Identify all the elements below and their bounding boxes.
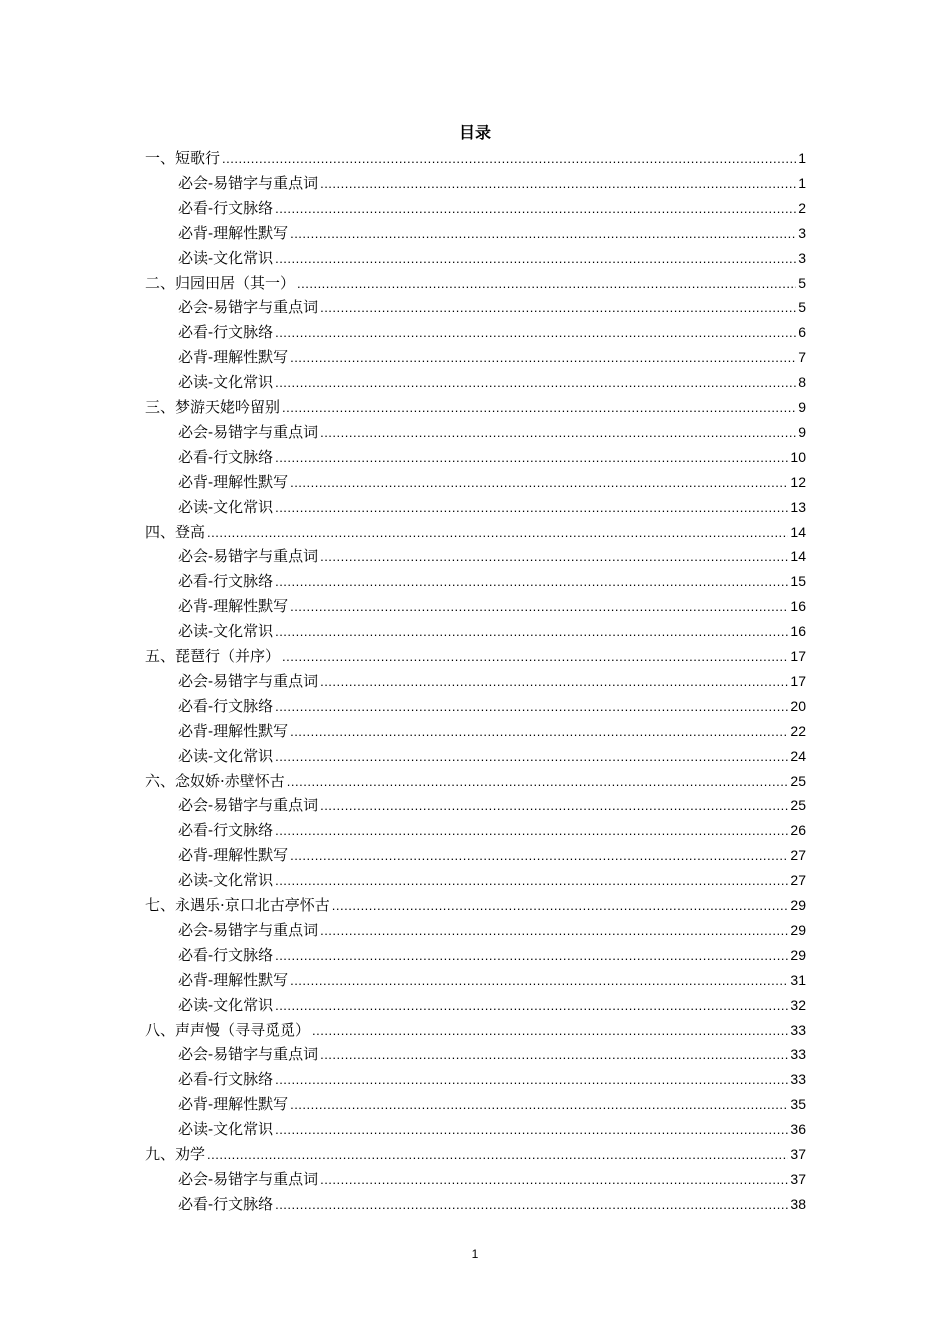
toc-section-entry[interactable] xyxy=(178,694,806,718)
toc-section-entry[interactable] xyxy=(178,495,806,519)
toc-section-entry[interactable] xyxy=(178,420,806,444)
toc-entry-label: 必背-理解性默写 xyxy=(178,597,289,616)
dot-leader xyxy=(275,994,788,1018)
toc-section-entry[interactable] xyxy=(178,619,806,643)
toc-entry-page-number: 12 xyxy=(790,473,806,490)
toc-entry-label: 必读-文化常识 xyxy=(178,995,274,1014)
toc-entry-page-number: 25 xyxy=(790,772,806,789)
toc-entry-label: 二、归园田居（其一） xyxy=(145,273,296,292)
toc-entry-page-number: 32 xyxy=(790,996,806,1013)
toc-section-entry[interactable] xyxy=(178,918,806,942)
toc-entry-page-number: 14 xyxy=(790,548,806,565)
toc-chapter-entry[interactable] xyxy=(145,1018,806,1042)
toc-entry-page-number: 37 xyxy=(790,1146,806,1162)
toc-section-entry[interactable] xyxy=(178,470,806,494)
toc-section-entry[interactable] xyxy=(178,1117,806,1141)
toc-entry-label: 必背-理解性默写 xyxy=(178,223,289,242)
toc-section-entry[interactable] xyxy=(178,943,806,967)
toc-entry-label: 必会-易错字与重点词 xyxy=(178,422,319,441)
toc-entry-page-number: 7 xyxy=(798,349,806,366)
dot-leader xyxy=(290,969,788,993)
toc-entry-label: 必会-易错字与重点词 xyxy=(178,298,319,317)
toc-entry-page-number: 3 xyxy=(798,249,806,266)
toc-section-entry[interactable] xyxy=(178,719,806,743)
toc-entry-label: 必看-行文脉络 xyxy=(178,1070,274,1089)
dot-leader xyxy=(320,172,796,196)
dot-leader xyxy=(275,745,788,769)
dot-leader xyxy=(320,545,788,569)
toc-entry-page-number: 22 xyxy=(790,722,806,739)
dot-leader xyxy=(275,944,788,968)
toc-chapter-entry[interactable] xyxy=(145,146,806,170)
dot-leader xyxy=(312,1019,788,1043)
toc-entry-label: 必读-文化常识 xyxy=(178,622,274,641)
toc-entry-page-number: 33 xyxy=(790,1071,806,1088)
toc-entry-label: 必读-文化常识 xyxy=(178,497,274,516)
toc-entry-label: 五、琵琶行（并序） xyxy=(145,647,281,665)
toc-section-entry[interactable] xyxy=(178,370,806,394)
toc-entry-label: 必背-理解性默写 xyxy=(178,472,289,491)
toc-entry-page-number: 16 xyxy=(790,623,806,640)
toc-entry-label: 六、念奴娇·赤壁怀古 xyxy=(145,771,285,790)
dot-leader xyxy=(275,1118,788,1142)
toc-entry-label: 必看-行文脉络 xyxy=(178,1194,274,1213)
toc-section-entry[interactable] xyxy=(178,1192,806,1216)
toc-entry-page-number: 35 xyxy=(790,1096,806,1113)
toc-entry-page-number: 8 xyxy=(798,374,806,391)
toc-section-entry[interactable] xyxy=(178,968,806,992)
toc-entry-page-number: 13 xyxy=(790,498,806,515)
toc-entry-label: 必看-行文脉络 xyxy=(178,198,274,217)
dot-leader xyxy=(332,894,789,918)
toc-chapter-entry[interactable] xyxy=(145,520,806,544)
toc-entry-label: 必读-文化常识 xyxy=(178,1120,274,1139)
toc-section-entry[interactable] xyxy=(178,843,806,867)
toc-section-entry[interactable] xyxy=(178,544,806,568)
toc-chapter-entry[interactable] xyxy=(145,395,806,419)
dot-leader xyxy=(275,247,796,271)
toc-section-entry[interactable] xyxy=(178,594,806,618)
toc-entry-page-number: 15 xyxy=(790,573,806,590)
toc-entry-page-number: 16 xyxy=(790,598,806,615)
toc-chapter-entry[interactable] xyxy=(145,769,806,793)
toc-entry-page-number: 27 xyxy=(790,872,806,889)
toc-chapter-entry[interactable] xyxy=(145,644,806,668)
toc-section-entry[interactable] xyxy=(178,445,806,469)
toc-section-entry[interactable] xyxy=(178,818,806,842)
toc-entry-page-number: 29 xyxy=(790,921,806,938)
toc-entry-label: 必会-易错字与重点词 xyxy=(178,1045,319,1064)
toc-section-entry[interactable] xyxy=(178,993,806,1017)
toc-section-entry[interactable] xyxy=(178,669,806,693)
dot-leader xyxy=(320,1043,788,1067)
toc-entry-label: 必会-易错字与重点词 xyxy=(178,671,319,690)
toc-entry-page-number: 27 xyxy=(790,847,806,864)
toc-entry-page-number: 1 xyxy=(798,174,806,191)
toc-section-entry[interactable] xyxy=(178,868,806,892)
toc-entry-label: 必背-理解性默写 xyxy=(178,970,289,989)
page-number: 1 xyxy=(471,1247,479,1261)
toc-entry-page-number: 33 xyxy=(790,1021,806,1038)
toc-entry-label: 必读-文化常识 xyxy=(178,373,274,392)
toc-section-entry[interactable] xyxy=(178,295,806,319)
dot-leader xyxy=(320,670,788,694)
dot-leader xyxy=(275,371,796,395)
dot-leader xyxy=(290,720,788,744)
toc-entry-label: 九、劝学 xyxy=(145,1145,206,1163)
toc-entry-page-number: 1 xyxy=(798,150,806,166)
toc-entry-label: 必读-文化常识 xyxy=(178,746,274,765)
toc-entry-page-number: 9 xyxy=(798,423,806,440)
toc-entry-page-number: 17 xyxy=(790,648,806,664)
toc-entry-page-number: 5 xyxy=(798,274,806,291)
toc-entry-page-number: 33 xyxy=(790,1046,806,1063)
toc-entry-page-number: 14 xyxy=(790,523,806,540)
toc-entry-page-number: 17 xyxy=(790,672,806,689)
dot-leader xyxy=(222,147,796,171)
dot-leader xyxy=(287,770,789,794)
toc-entry-label: 必会-易错字与重点词 xyxy=(178,547,319,566)
toc-chapter-entry[interactable] xyxy=(145,271,806,295)
toc-section-entry[interactable] xyxy=(178,320,806,344)
dot-leader xyxy=(297,272,796,296)
toc-entry-label: 必看-行文脉络 xyxy=(178,323,274,342)
dot-leader xyxy=(290,222,796,246)
toc-entry-page-number: 6 xyxy=(798,324,806,341)
toc-entry-page-number: 2 xyxy=(798,199,806,216)
dot-leader xyxy=(275,446,788,470)
toc-entry-page-number: 36 xyxy=(790,1121,806,1138)
dot-leader xyxy=(275,570,788,594)
toc-entry-label: 三、梦游天姥吟留别 xyxy=(145,398,281,416)
dot-leader xyxy=(275,869,788,893)
toc-entry-page-number: 38 xyxy=(790,1195,806,1212)
toc-entry-label: 四、登高 xyxy=(145,522,206,541)
toc-entry-label: 必看-行文脉络 xyxy=(178,447,274,466)
toc-section-entry[interactable] xyxy=(178,744,806,768)
dot-leader xyxy=(320,794,788,818)
dot-leader xyxy=(290,346,796,370)
toc-section-entry[interactable] xyxy=(178,793,806,817)
toc-entry-page-number: 25 xyxy=(790,797,806,814)
toc-section-entry[interactable] xyxy=(178,196,806,220)
toc-entry-label: 必会-易错字与重点词 xyxy=(178,173,319,192)
dot-leader xyxy=(275,819,788,843)
dot-leader xyxy=(282,396,796,420)
dot-leader xyxy=(275,496,788,520)
dot-leader xyxy=(320,296,796,320)
dot-leader xyxy=(320,421,796,445)
toc-title: 目录 xyxy=(458,123,491,142)
dot-leader xyxy=(207,521,788,545)
toc-section-entry[interactable] xyxy=(178,171,806,195)
toc-entry-page-number: 37 xyxy=(790,1170,806,1187)
toc-entry-label: 必读-文化常识 xyxy=(178,248,274,267)
toc-section-entry[interactable] xyxy=(178,1067,806,1091)
toc-entry-label: 必背-理解性默写 xyxy=(178,846,289,865)
toc-entry-label: 必背-理解性默写 xyxy=(178,348,289,367)
toc-entry-label: 必背-理解性默写 xyxy=(178,1095,289,1114)
toc-entry-page-number: 31 xyxy=(790,971,806,988)
toc-entry-page-number: 20 xyxy=(790,697,806,714)
toc-section-entry[interactable] xyxy=(178,1042,806,1066)
dot-leader xyxy=(275,695,788,719)
toc-entry-page-number: 24 xyxy=(790,747,806,764)
dot-leader xyxy=(290,1093,788,1117)
toc-section-entry[interactable] xyxy=(178,1092,806,1116)
toc-entry-page-number: 29 xyxy=(790,897,806,913)
toc-section-entry[interactable] xyxy=(178,246,806,270)
toc-entry-label: 必看-行文脉络 xyxy=(178,572,274,591)
dot-leader xyxy=(275,321,796,345)
dot-leader xyxy=(275,197,796,221)
toc-entry-label: 必背-理解性默写 xyxy=(178,721,289,740)
toc-section-entry[interactable] xyxy=(178,1167,806,1191)
dot-leader xyxy=(275,1068,788,1092)
toc-entry-label: 一、短歌行 xyxy=(145,149,221,167)
toc-entry-page-number: 26 xyxy=(790,822,806,839)
toc-entry-label: 必看-行文脉络 xyxy=(178,945,274,964)
toc-entry-label: 必会-易错字与重点词 xyxy=(178,1169,319,1188)
toc-entry-label: 必看-行文脉络 xyxy=(178,821,274,840)
toc-entry-label: 必会-易错字与重点词 xyxy=(178,796,319,815)
dot-leader xyxy=(290,844,788,868)
dot-leader xyxy=(320,1168,788,1192)
toc-entry-page-number: 3 xyxy=(798,224,806,241)
toc-chapter-entry[interactable] xyxy=(145,1142,806,1166)
toc-entry-label: 必读-文化常识 xyxy=(178,871,274,890)
toc-section-entry[interactable] xyxy=(178,345,806,369)
toc-entry-label: 八、声声慢（寻寻觅觅） xyxy=(145,1020,311,1039)
dot-leader xyxy=(282,645,788,669)
toc-entry-label: 必看-行文脉络 xyxy=(178,696,274,715)
toc-chapter-entry[interactable] xyxy=(145,893,806,917)
dot-leader xyxy=(290,595,788,619)
toc-entry-page-number: 9 xyxy=(798,399,806,415)
dot-leader xyxy=(207,1143,788,1167)
toc-section-entry[interactable] xyxy=(178,569,806,593)
toc-entry-page-number: 10 xyxy=(790,448,806,465)
toc-section-entry[interactable] xyxy=(178,221,806,245)
dot-leader xyxy=(275,1193,788,1217)
dot-leader xyxy=(320,919,788,943)
toc-entry-page-number: 5 xyxy=(798,299,806,316)
toc-entry-label: 必会-易错字与重点词 xyxy=(178,920,319,939)
dot-leader xyxy=(275,620,788,644)
toc-entry-page-number: 29 xyxy=(790,946,806,963)
toc-entry-label: 七、永遇乐·京口北古亭怀古 xyxy=(145,896,330,914)
dot-leader xyxy=(290,471,788,495)
